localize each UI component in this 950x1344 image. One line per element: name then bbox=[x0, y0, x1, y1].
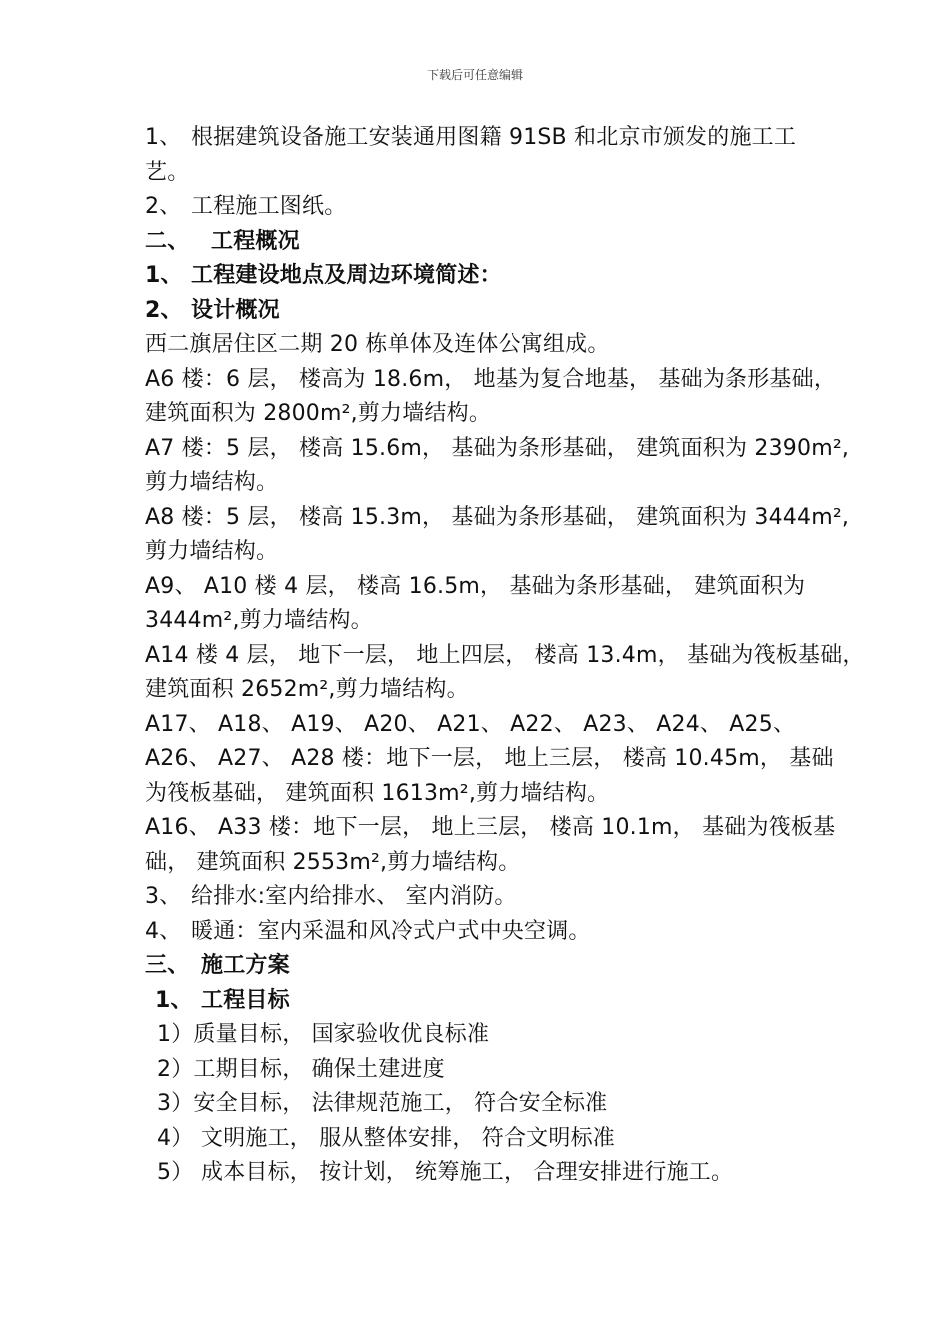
building-a17-line1: A17、 A18、 A19、 A20、 A21、 A22、 A23、 A24、 A25、 bbox=[145, 711, 796, 737]
building-a16-line2: 础， 建筑面积 2553m²,剪力墙结构。 bbox=[145, 849, 521, 875]
building-a14-line2: 建筑面积 2652m²,剪力墙结构。 bbox=[145, 677, 469, 702]
building-a9-line1: A9、 A10 楼 4 层， 楼高 16.5m， 基础为条形基础， 建筑面积为 bbox=[145, 573, 806, 599]
subsection-title: 工程目标 bbox=[201, 987, 290, 1013]
building-a6-line1: A6 楼：6 层， 楼高为 18.6m， 地基为复合地基， 基础为条形基础， bbox=[145, 366, 837, 392]
section-title: 施工方案 bbox=[201, 953, 290, 978]
list-item bbox=[145, 190, 825, 225]
item-text: 给排水:室内给排水、 室内消防。 bbox=[191, 884, 517, 909]
goal-text: 成本目标， 按计划， 统筹施工， 合理安排进行施工。 bbox=[201, 1160, 734, 1185]
goal-item: 1）质量目标， 国家验收优良标准 bbox=[157, 1022, 490, 1047]
section-title: 工程概况 bbox=[211, 228, 300, 254]
item-text: 工程施工图纸。 bbox=[191, 194, 347, 219]
building-a7-line1: A7 楼：5 层， 楼高 15.6m， 基础为条形基础， 建筑面积为 2390m², bbox=[145, 435, 850, 461]
paragraph-continuation: 艺。 bbox=[145, 159, 190, 185]
building-a16-line1: A16、 A33 楼：地下一层， 地上三层， 楼高 10.1m， 基础为筏板基 bbox=[145, 815, 836, 840]
subsection-heading bbox=[145, 984, 825, 1019]
building-a8-line1: A8 楼：5 层， 楼高 15.3m， 基础为条形基础， 建筑面积为 3444m², bbox=[145, 504, 850, 530]
building-a17-line3: 为筏板基础， 建筑面积 1613m²,剪力墙结构。 bbox=[145, 780, 610, 806]
list-item bbox=[145, 121, 825, 156]
building-a6-line2: 建筑面积为 2800m²,剪力墙结构。 bbox=[145, 401, 492, 426]
item-number: 2、 bbox=[145, 194, 182, 219]
building-a17-line2: A26、 A27、 A28 楼：地下一层， 地上三层， 楼高 10.45m， 基础 bbox=[145, 746, 834, 771]
building-a9-line2: 3444m²,剪力墙结构。 bbox=[145, 608, 373, 633]
building-a14-line1: A14 楼 4 层， 地下一层， 地上四层， 楼高 13.4m， 基础为筏板基础， bbox=[145, 642, 865, 668]
subsection-number: 2、 bbox=[145, 297, 183, 323]
subsection-title: 设计概况 bbox=[191, 297, 280, 323]
subsection-title: 工程建设地点及周边环境简述： bbox=[191, 263, 502, 288]
goal-text: 文明施工， 服从整体安排， 符合文明标准 bbox=[201, 1125, 615, 1151]
goal-number: 5） bbox=[157, 1160, 194, 1185]
item-number: 3、 bbox=[145, 884, 182, 909]
page-header: 下载后可任意编辑 bbox=[426, 68, 523, 82]
goal-item: 3）安全目标， 法律规范施工， 符合安全标准 bbox=[157, 1091, 608, 1116]
paragraph: 西二旗居住区二期 20 栋单体及连体公寓组成。 bbox=[145, 332, 610, 357]
goal-item bbox=[145, 1122, 825, 1157]
goal-item bbox=[145, 1156, 825, 1191]
section-heading bbox=[145, 225, 825, 260]
section-heading bbox=[145, 949, 825, 984]
goal-number: 4） bbox=[157, 1125, 194, 1151]
subsection-heading bbox=[145, 294, 825, 329]
goal-item: 2）工期目标， 确保土建进度 bbox=[157, 1056, 445, 1082]
subsection-heading bbox=[145, 259, 825, 294]
item-number: 4、 bbox=[145, 918, 182, 944]
building-a7-line2: 剪力墙结构。 bbox=[145, 470, 279, 495]
list-item bbox=[145, 880, 825, 915]
subsection-number: 1、 bbox=[155, 987, 193, 1013]
section-number: 三、 bbox=[145, 953, 190, 978]
item-text: 暖通：室内采温和风冷式户式中央空调。 bbox=[191, 918, 591, 944]
section-number: 二、 bbox=[145, 228, 190, 254]
list-item bbox=[145, 915, 825, 950]
subsection-number: 1、 bbox=[145, 263, 183, 288]
building-a8-line2: 剪力墙结构。 bbox=[145, 539, 279, 564]
document-body bbox=[145, 121, 865, 1191]
item-text: 根据建筑设备施工安装通用图籍 91SB 和北京市颁发的施工工 bbox=[191, 125, 797, 150]
item-number: 1、 bbox=[145, 125, 182, 150]
